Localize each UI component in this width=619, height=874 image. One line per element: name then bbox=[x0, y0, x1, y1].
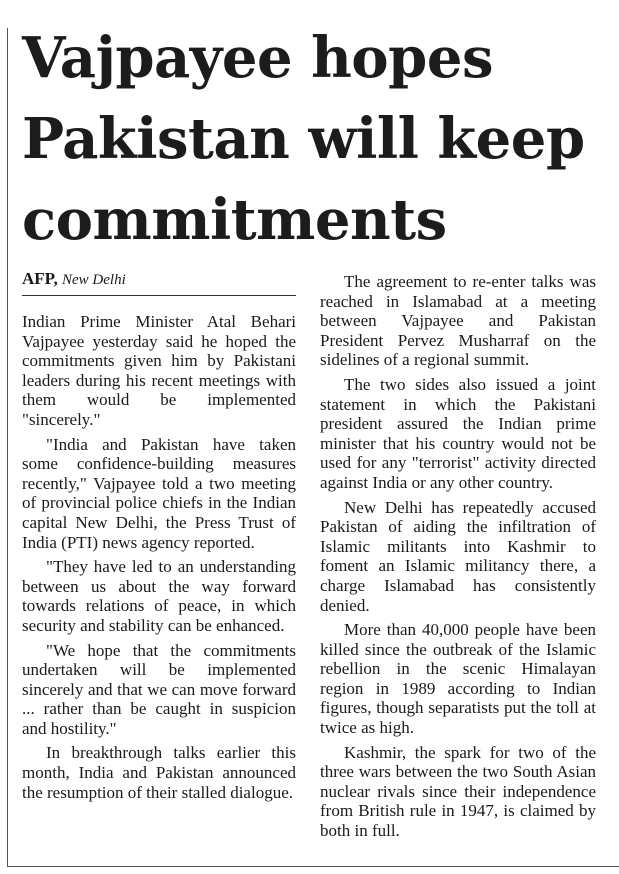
article-paragraph: "We hope that the commitments undertaken will be implemented sincerely and that we can move forward ... rather than be caught in suspicion and hostility." bbox=[22, 640, 296, 738]
article-paragraph: Indian Prime Minister Atal Behari Vajpayee yesterday said he hoped the commitments given him by Pakistani leaders during his recent meetings with them would be implemented "sincerely." bbox=[22, 312, 296, 429]
byline-agency: AFP, bbox=[22, 269, 58, 288]
byline-location: New Delhi bbox=[62, 272, 126, 288]
headline-line-1: Vajpayee hopes bbox=[22, 25, 493, 91]
article-paragraph: Kashmir, the spark for two of the three wars between the two South Asian nuclear rivals since their independence from British rule in 1947, is claimed by both in full. bbox=[320, 742, 596, 841]
bottom-rule bbox=[7, 866, 619, 867]
byline bbox=[22, 268, 296, 296]
article-column-left bbox=[22, 268, 296, 807]
headline-line-3: commitments bbox=[22, 187, 447, 253]
headline-line-2: Pakistan will keep bbox=[22, 106, 585, 172]
article-paragraph: In breakthrough talks earlier this month, India and Pakistan announced the resumption of their stalled dialogue. bbox=[22, 743, 296, 802]
article-paragraph: The agreement to re-enter talks was reached in Islamabad at a meeting between Vajpayee and Pakistan President Pervez Musharraf on the sidelines of a regional summit. bbox=[320, 272, 596, 370]
left-column-rule bbox=[7, 28, 8, 866]
article-paragraph: "They have led to an understanding between us about the way forward towards relations of peace, in which security and stability can be enhanced. bbox=[22, 557, 296, 635]
article-column-right bbox=[320, 272, 596, 846]
article-paragraph: "India and Pakistan have taken some confidence-building measures recently," Vajpayee told a two meeting of provincial police chiefs in the Indian capital New Delhi, the Press Trust of India (PTI) news agency reported. bbox=[22, 434, 296, 552]
headline bbox=[22, 18, 612, 261]
article-paragraph: The two sides also issued a joint statement in which the Pakistani president assured the Indian prime minister that his country would not be used for any "terrorist" activity directed against India or any other country. bbox=[320, 374, 596, 492]
article-paragraph: New Delhi has repeatedly accused Pakistan of aiding the infiltration of Islamic militants into Kashmir to foment an Islamic militancy there, a charge Islamabad has consistently denied. bbox=[320, 497, 596, 615]
article-paragraph: More than 40,000 people have been killed since the outbreak of the Islamic rebellion in the scenic Himalayan region in 1989 according to Indian figures, though separatists put the toll at twice as high. bbox=[320, 620, 596, 738]
